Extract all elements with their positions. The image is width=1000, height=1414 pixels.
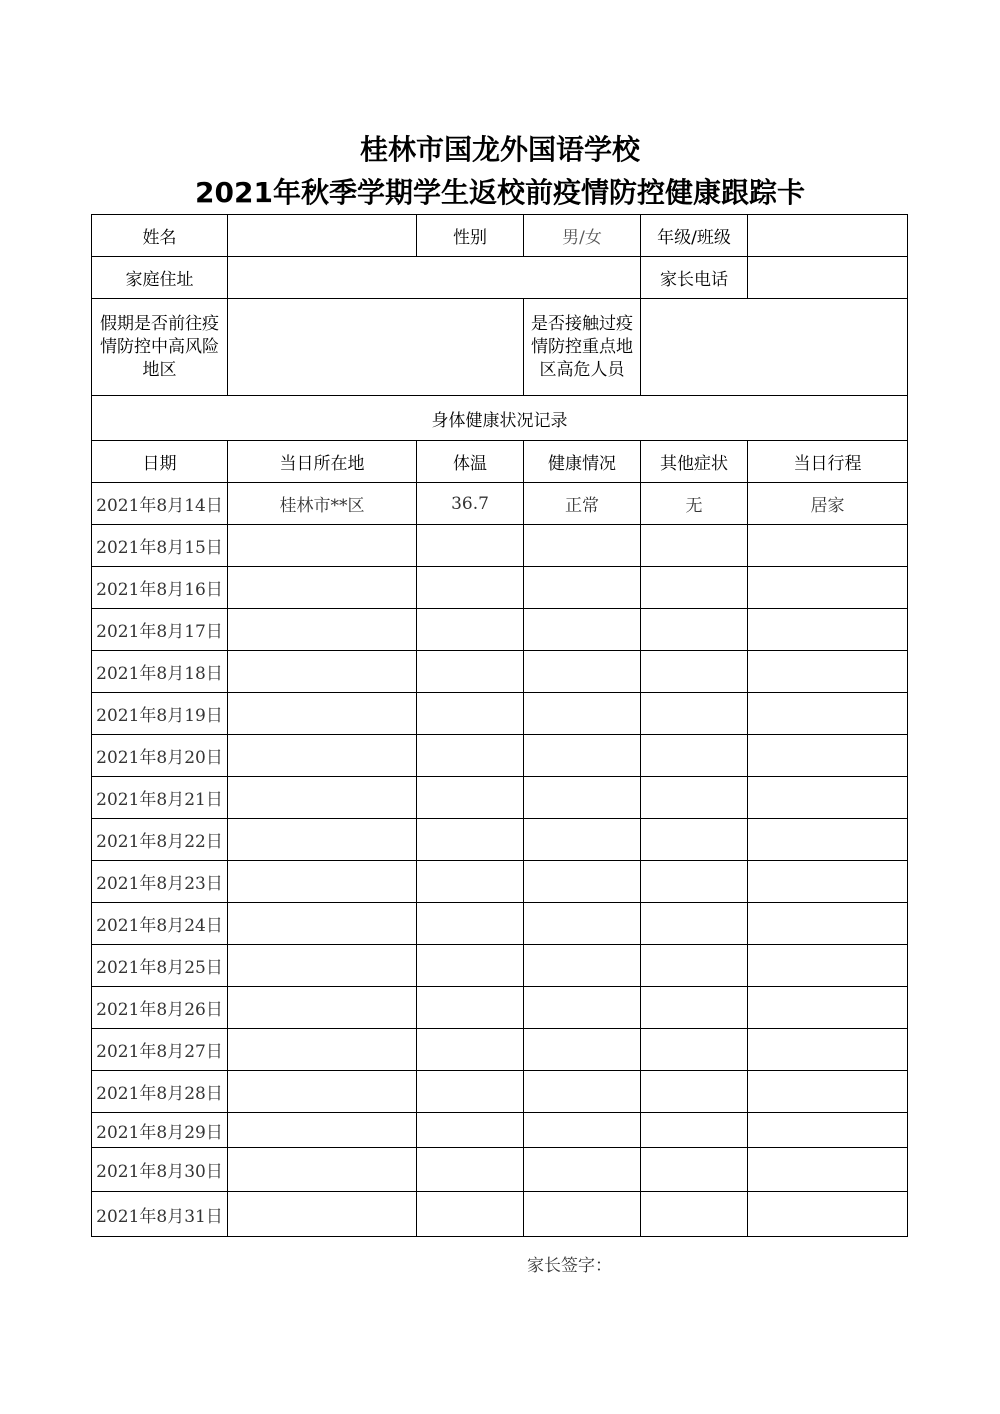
itinerary-cell[interactable] (748, 525, 908, 567)
health-cell[interactable] (524, 1192, 641, 1237)
location-cell[interactable] (228, 693, 417, 735)
column-header-symptoms: 其他症状 (641, 441, 748, 483)
itinerary-cell[interactable] (748, 861, 908, 903)
itinerary-cell[interactable] (748, 819, 908, 861)
symptoms-cell[interactable] (641, 525, 748, 567)
date-cell: 2021年8月22日 (92, 819, 228, 861)
column-header-health: 健康情况 (524, 441, 641, 483)
temperature-cell[interactable] (417, 987, 524, 1029)
health-cell[interactable] (524, 819, 641, 861)
health-cell[interactable] (524, 735, 641, 777)
date-cell: 2021年8月15日 (92, 525, 228, 567)
health-cell[interactable] (524, 945, 641, 987)
table-row (92, 945, 908, 987)
itinerary-cell[interactable] (748, 987, 908, 1029)
date-cell: 2021年8月18日 (92, 651, 228, 693)
itinerary-cell[interactable] (748, 567, 908, 609)
symptoms-cell[interactable] (641, 1148, 748, 1192)
column-header-itinerary: 当日行程 (748, 441, 908, 483)
table-row (92, 777, 908, 819)
temperature-cell[interactable] (417, 1071, 524, 1113)
symptoms-cell[interactable] (641, 1029, 748, 1071)
health-cell[interactable]: 正常 (524, 483, 641, 525)
date-cell: 2021年8月16日 (92, 567, 228, 609)
gender-field[interactable]: 男/女 (524, 215, 641, 257)
location-cell[interactable]: 桂林市**区 (228, 483, 417, 525)
health-cell[interactable] (524, 1071, 641, 1113)
temperature-cell[interactable] (417, 1029, 524, 1071)
location-cell[interactable] (228, 1148, 417, 1192)
name-label: 姓名 (92, 215, 228, 257)
temperature-cell[interactable] (417, 861, 524, 903)
temperature-cell[interactable] (417, 1192, 524, 1237)
health-cell[interactable] (524, 987, 641, 1029)
itinerary-cell[interactable]: 居家 (748, 483, 908, 525)
itinerary-cell[interactable] (748, 777, 908, 819)
itinerary-cell[interactable] (748, 903, 908, 945)
symptoms-cell[interactable] (641, 693, 748, 735)
symptoms-cell[interactable] (641, 819, 748, 861)
table-row (92, 735, 908, 777)
table-row (92, 609, 908, 651)
temperature-cell[interactable] (417, 651, 524, 693)
column-header-temperature: 体温 (417, 441, 524, 483)
symptoms-cell[interactable] (641, 1192, 748, 1237)
table-row (92, 1148, 908, 1192)
table-row (92, 567, 908, 609)
temperature-cell[interactable] (417, 609, 524, 651)
location-cell[interactable] (228, 987, 417, 1029)
table-row (92, 693, 908, 735)
name-field[interactable] (228, 215, 417, 257)
date-cell: 2021年8月21日 (92, 777, 228, 819)
health-cell[interactable] (524, 1113, 641, 1148)
health-cell[interactable] (524, 1148, 641, 1192)
table-row (92, 1192, 908, 1237)
travel-risk-question: 假期是否前往疫情防控中高风险地区 (92, 299, 228, 396)
date-cell: 2021年8月31日 (92, 1192, 228, 1237)
date-cell: 2021年8月28日 (92, 1071, 228, 1113)
itinerary-cell[interactable] (748, 735, 908, 777)
date-cell: 2021年8月17日 (92, 609, 228, 651)
date-cell: 2021年8月24日 (92, 903, 228, 945)
column-header-date: 日期 (92, 441, 228, 483)
itinerary-cell[interactable] (748, 1192, 908, 1237)
date-cell: 2021年8月30日 (92, 1148, 228, 1192)
table-row (92, 861, 908, 903)
table-row (92, 903, 908, 945)
table-row (92, 525, 908, 567)
location-cell[interactable] (228, 1192, 417, 1237)
gender-label: 性别 (417, 215, 524, 257)
location-cell[interactable] (228, 777, 417, 819)
itinerary-cell[interactable] (748, 1148, 908, 1192)
date-cell: 2021年8月19日 (92, 693, 228, 735)
school-title: 桂林市国龙外国语学校 (359, 133, 640, 166)
date-cell: 2021年8月20日 (92, 735, 228, 777)
itinerary-cell[interactable] (748, 609, 908, 651)
symptoms-cell[interactable] (641, 987, 748, 1029)
section-title: 身体健康状况记录 (92, 396, 908, 441)
itinerary-cell[interactable] (748, 1029, 908, 1071)
date-cell: 2021年8月23日 (92, 861, 228, 903)
column-header-location: 当日所在地 (228, 441, 417, 483)
location-cell[interactable] (228, 1113, 417, 1148)
table-row (92, 987, 908, 1029)
location-cell[interactable] (228, 903, 417, 945)
table-row (92, 651, 908, 693)
table-row (92, 1029, 908, 1071)
contact-risk-answer[interactable] (641, 299, 908, 396)
location-cell[interactable] (228, 1029, 417, 1071)
health-cell[interactable] (524, 567, 641, 609)
date-cell: 2021年8月27日 (92, 1029, 228, 1071)
location-cell[interactable] (228, 819, 417, 861)
parent-signature-label: 家长签字： (527, 1256, 612, 1276)
travel-risk-answer[interactable] (228, 299, 524, 396)
symptoms-cell[interactable] (641, 651, 748, 693)
date-cell: 2021年8月26日 (92, 987, 228, 1029)
location-cell[interactable] (228, 735, 417, 777)
symptoms-cell[interactable] (641, 567, 748, 609)
itinerary-cell[interactable] (748, 651, 908, 693)
symptoms-cell[interactable] (641, 945, 748, 987)
form-title: 2021年秋季学期学生返校前疫情防控健康跟踪卡 (195, 176, 805, 209)
temperature-cell[interactable] (417, 1148, 524, 1192)
health-cell[interactable] (524, 609, 641, 651)
temperature-cell[interactable] (417, 735, 524, 777)
temperature-cell[interactable] (417, 777, 524, 819)
table-row (92, 1071, 908, 1113)
itinerary-cell[interactable] (748, 1113, 908, 1148)
home-address-label: 家庭住址 (92, 257, 228, 299)
parent-phone-field[interactable] (748, 257, 908, 299)
grade-class-label: 年级/班级 (641, 215, 748, 257)
temperature-cell[interactable] (417, 693, 524, 735)
symptoms-cell[interactable] (641, 609, 748, 651)
location-cell[interactable] (228, 1071, 417, 1113)
location-cell[interactable] (228, 945, 417, 987)
temperature-cell[interactable] (417, 945, 524, 987)
symptoms-cell[interactable] (641, 777, 748, 819)
symptoms-cell[interactable] (641, 861, 748, 903)
location-cell[interactable] (228, 651, 417, 693)
location-cell[interactable] (228, 861, 417, 903)
health-cell[interactable] (524, 777, 641, 819)
itinerary-cell[interactable] (748, 693, 908, 735)
health-cell[interactable] (524, 525, 641, 567)
home-address-field[interactable] (228, 257, 641, 299)
temperature-cell[interactable] (417, 1113, 524, 1148)
location-cell[interactable] (228, 609, 417, 651)
temperature-cell[interactable] (417, 525, 524, 567)
date-cell: 2021年8月25日 (92, 945, 228, 987)
date-cell: 2021年8月14日 (92, 483, 228, 525)
symptoms-cell[interactable] (641, 903, 748, 945)
temperature-cell[interactable] (417, 903, 524, 945)
contact-risk-question: 是否接触过疫情防控重点地区高危人员 (524, 299, 641, 396)
itinerary-cell[interactable] (748, 1071, 908, 1113)
grade-class-field[interactable] (748, 215, 908, 257)
health-cell[interactable] (524, 903, 641, 945)
temperature-cell[interactable] (417, 567, 524, 609)
health-cell[interactable] (524, 693, 641, 735)
table-row (92, 819, 908, 861)
location-cell[interactable] (228, 567, 417, 609)
location-cell[interactable] (228, 525, 417, 567)
table-row (92, 1113, 908, 1148)
symptoms-cell[interactable]: 无 (641, 483, 748, 525)
table-row (92, 483, 908, 525)
itinerary-cell[interactable] (748, 945, 908, 987)
symptoms-cell[interactable] (641, 1071, 748, 1113)
temperature-cell[interactable] (417, 819, 524, 861)
health-tracking-table (91, 214, 908, 1237)
symptoms-cell[interactable] (641, 735, 748, 777)
symptoms-cell[interactable] (641, 1113, 748, 1148)
column-header-row (92, 441, 908, 483)
health-cell[interactable] (524, 651, 641, 693)
health-cell[interactable] (524, 861, 641, 903)
date-cell: 2021年8月29日 (92, 1113, 228, 1148)
parent-phone-label: 家长电话 (641, 257, 748, 299)
temperature-cell[interactable]: 36.7 (417, 483, 524, 525)
health-cell[interactable] (524, 1029, 641, 1071)
